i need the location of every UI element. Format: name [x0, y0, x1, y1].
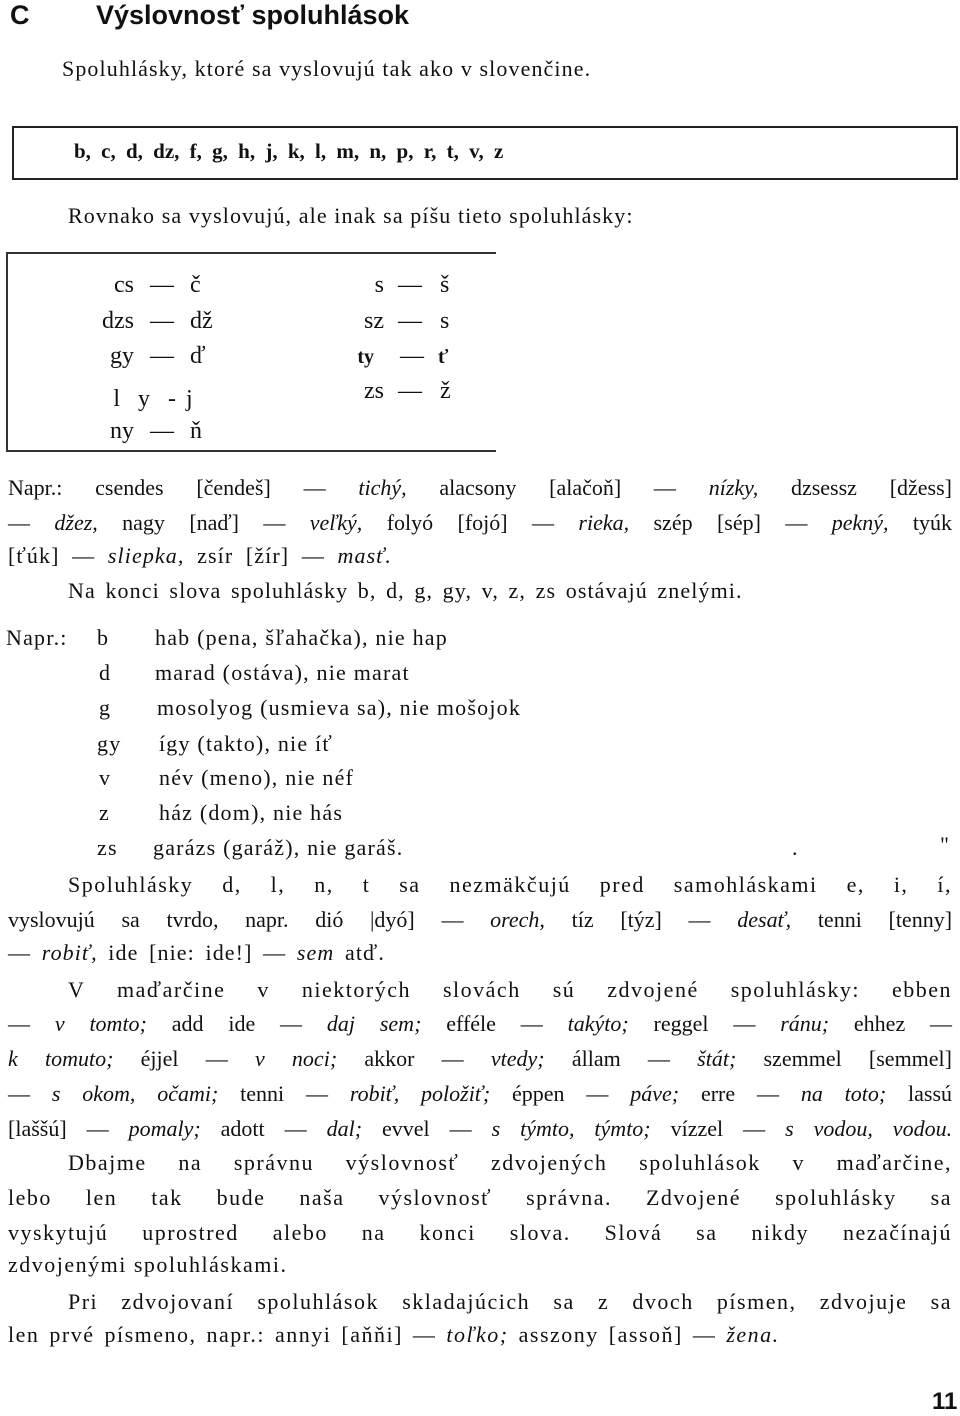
example-text: hab (pena, šľahačka), nie hap [155, 625, 448, 650]
last-line: len prvé písmeno, napr.: annyi [aňňi] — toľko; asszony [assoň] — žena. [8, 1322, 780, 1347]
example-letter: b [97, 625, 110, 650]
pron-line: Dbajme na správnu výslovnosť zdvojených spoluhlások v maďarčine, [68, 1150, 952, 1175]
soft-rule-line: Spoluhlásky d, l, n, t sa nezmäkčujú pred samohláskami e, i, í, [68, 872, 952, 897]
example-letter: v [99, 765, 112, 790]
example-letter: g [99, 695, 112, 720]
voiced-rule: Na konci slova spoluhlásky b, d, g, gy, v, z, zs ostávajú znelými. [68, 578, 743, 603]
soft-rule-line: vyslovujú sa tvrdo, napr. dió |dyó] — orech, tíz [týz] — desať, tenni [tenny] [8, 907, 953, 932]
same-consonants-box [12, 126, 958, 180]
double-rule-line: — s okom, očami; tenni — robiť, položiť; éppen — páve; erre — na toto; lassú [8, 1081, 953, 1106]
section-letter: C [10, 0, 30, 30]
example-line: [ťúk] — sliepka, zsír [žír] — masť. [8, 543, 392, 568]
example-text: név (meno), nie néf [159, 765, 355, 790]
pron-line: vyskytujú uprostred alebo na konci slova. Slová sa nikdy nezačínajú [8, 1220, 952, 1245]
example-letter: d [99, 660, 112, 685]
example-letter: zs [97, 835, 118, 860]
pron-line: zdvojenými spoluhláskami. [8, 1252, 288, 1277]
example-text: garázs (garáž), nie garáš. [153, 835, 404, 860]
soft-rule-line: — robiť, ide [nie: ide!] — sem atď. [8, 940, 385, 965]
different-intro: Rovnako sa vyslovujú, ale inak sa píšu tieto spoluhlásky: [68, 203, 634, 228]
example-text: ház (dom), nie hás [159, 800, 344, 825]
section-title: Výslovnosť spoluhlások [96, 0, 410, 30]
stray-quote: " [940, 832, 951, 857]
pron-line: lebo len tak bude naša výslovnosť správna. Zdvojené spoluhlásky sa [8, 1185, 952, 1210]
double-rule-line: V maďarčine v niektorých slovách sú zdvojené spoluhlásky: ebben [68, 977, 952, 1002]
last-line: Pri zdvojovaní spoluhlások skladajúcich sa z dvoch písmen, zdvojuje sa [68, 1289, 952, 1314]
intro-text: Spoluhlásky, ktoré sa vyslovujú tak ako v slovenčine. [62, 56, 592, 81]
example-line: — džez, nagy [naď] — veľký, folyó [fojó] — rieka, szép [sép] — pekný, tyúk [8, 510, 953, 535]
example-text: így (takto), nie íť [159, 731, 333, 756]
double-rule-line: [laššú] — pomaly; adott — dal; evvel — s týmto, týmto; vízzel — s vodou, vodou. [8, 1116, 953, 1141]
double-rule-line: — v tomto; add ide — daj sem; efféle — takýto; reggel — ránu; ehhez — [8, 1011, 953, 1036]
example-line: Napr.: csendes [čendeš] — tichý, alacsony [alačoň] — nízky, dzsessz [džess] [8, 475, 953, 500]
page-number: 11 [932, 1388, 958, 1415]
example-letter: z [99, 800, 110, 825]
napr-label: Napr.: [6, 625, 68, 650]
example-text: marad (ostáva), nie marat [155, 660, 410, 685]
example-text: mosolyog (usmieva sa), nie mošojok [157, 695, 522, 720]
stray-dot: . [792, 835, 799, 860]
example-letter: gy [97, 731, 122, 756]
consonant-pairs-table: cs — č dzs — dž gy — ď l y - j ny — ň s — š sz — s ty — ť zs — ž [6, 252, 496, 452]
same-consonants-list: b, c, d, dz, f, g, h, j, k, l, m, n, p, r, t, v, z [74, 139, 504, 163]
double-rule-line: k tomuto; éjjel — v noci; akkor — vtedy; állam — štát; szemmel [semmel] [8, 1046, 952, 1071]
